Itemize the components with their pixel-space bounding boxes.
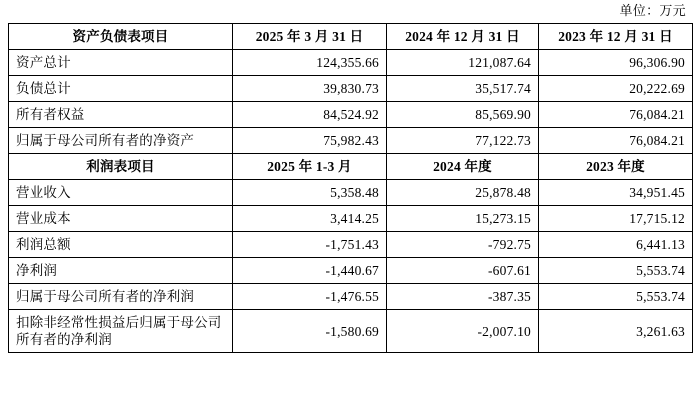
row-value: 5,553.74 xyxy=(539,258,693,284)
row-value: 76,084.21 xyxy=(539,128,693,154)
row-value: -1,440.67 xyxy=(233,258,387,284)
table-header-row xyxy=(9,24,693,50)
row-value: 75,982.43 xyxy=(233,128,387,154)
row-value: 39,830.73 xyxy=(233,76,387,102)
row-value: 76,084.21 xyxy=(539,102,693,128)
row-label: 归属于母公司所有者的净利润 xyxy=(9,284,233,310)
column-header: 2023 年度 xyxy=(539,154,693,180)
row-value: -607.61 xyxy=(387,258,539,284)
row-value: 3,414.25 xyxy=(233,206,387,232)
table-row xyxy=(9,258,693,284)
row-value: 124,355.66 xyxy=(233,50,387,76)
column-header: 2023 年 12 月 31 日 xyxy=(539,24,693,50)
table-row xyxy=(9,232,693,258)
financial-summary-table xyxy=(8,23,693,353)
section-title: 资产负债表项目 xyxy=(9,24,233,50)
row-label: 负债总计 xyxy=(9,76,233,102)
table-header-row xyxy=(9,154,693,180)
row-value: 84,524.92 xyxy=(233,102,387,128)
row-label: 扣除非经常性损益后归属于母公司所有者的净利润 xyxy=(9,310,233,353)
unit-note: 单位：万元 xyxy=(619,3,686,18)
row-value: 6,441.13 xyxy=(539,232,693,258)
row-value: 96,306.90 xyxy=(539,50,693,76)
row-label: 净利润 xyxy=(9,258,233,284)
table-row xyxy=(9,102,693,128)
section-title: 利润表项目 xyxy=(9,154,233,180)
table-row xyxy=(9,206,693,232)
row-label: 营业成本 xyxy=(9,206,233,232)
row-value: 25,878.48 xyxy=(387,180,539,206)
table-row xyxy=(9,76,693,102)
row-value: 85,569.90 xyxy=(387,102,539,128)
row-value: 17,715.12 xyxy=(539,206,693,232)
row-value: 121,087.64 xyxy=(387,50,539,76)
row-value: 5,358.48 xyxy=(233,180,387,206)
column-header: 2024 年度 xyxy=(387,154,539,180)
row-label: 利润总额 xyxy=(9,232,233,258)
row-value: 15,273.15 xyxy=(387,206,539,232)
table-row xyxy=(9,310,693,353)
column-header: 2025 年 3 月 31 日 xyxy=(233,24,387,50)
row-value: 77,122.73 xyxy=(387,128,539,154)
row-label: 归属于母公司所有者的净资产 xyxy=(9,128,233,154)
row-value: -1,580.69 xyxy=(233,310,387,353)
table-row xyxy=(9,284,693,310)
row-label: 资产总计 xyxy=(9,50,233,76)
row-value: -1,751.43 xyxy=(233,232,387,258)
row-value: 20,222.69 xyxy=(539,76,693,102)
row-label: 营业收入 xyxy=(9,180,233,206)
row-value: 5,553.74 xyxy=(539,284,693,310)
row-value: -387.35 xyxy=(387,284,539,310)
row-value: 34,951.45 xyxy=(539,180,693,206)
table-row xyxy=(9,128,693,154)
row-value: 35,517.74 xyxy=(387,76,539,102)
table-row xyxy=(9,180,693,206)
column-header: 2024 年 12 月 31 日 xyxy=(387,24,539,50)
table-row xyxy=(9,50,693,76)
row-value: -1,476.55 xyxy=(233,284,387,310)
row-value: -2,007.10 xyxy=(387,310,539,353)
row-value: 3,261.63 xyxy=(539,310,693,353)
row-value: -792.75 xyxy=(387,232,539,258)
row-label: 所有者权益 xyxy=(9,102,233,128)
column-header: 2025 年 1-3 月 xyxy=(233,154,387,180)
